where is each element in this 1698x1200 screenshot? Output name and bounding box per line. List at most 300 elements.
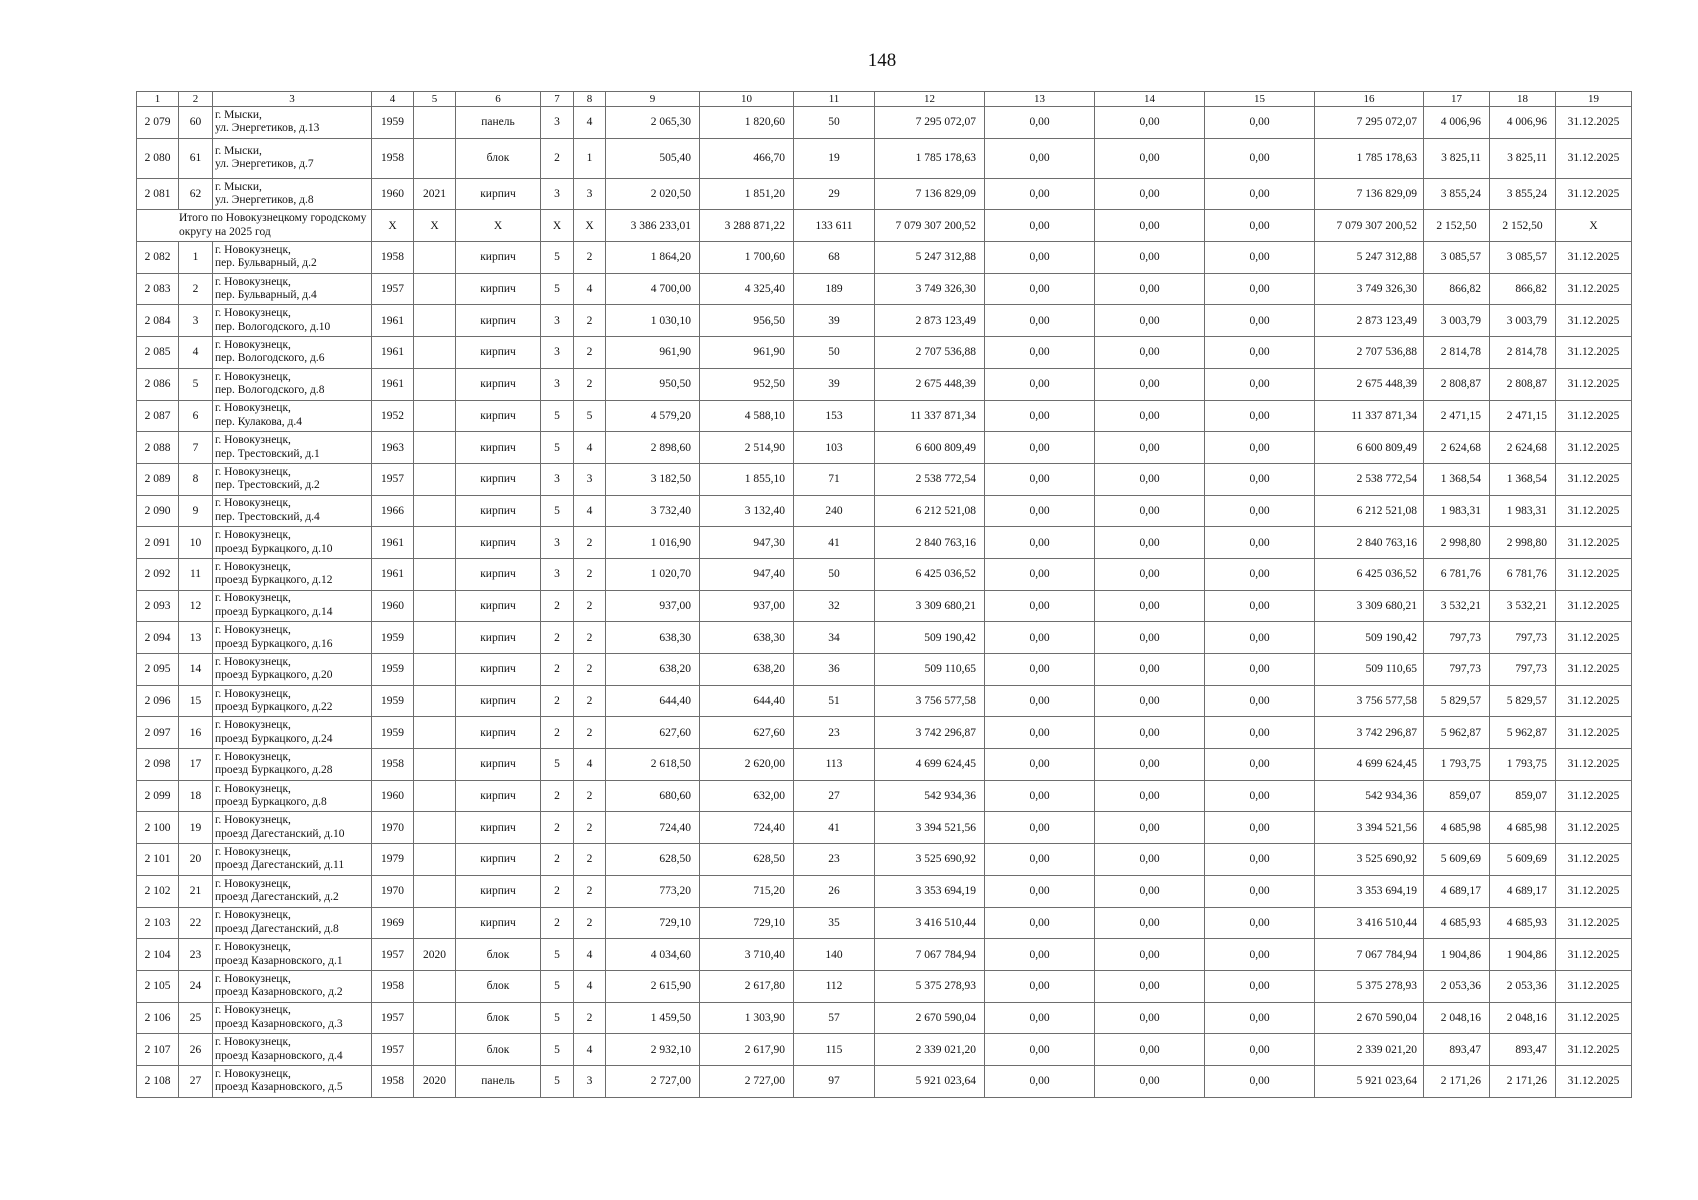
cell-col-14: 0,00 (1095, 558, 1205, 590)
cell-wall-material: кирпич (456, 305, 541, 337)
cell-area-living: 1 820,60 (700, 107, 794, 139)
cell-repair-year: 2020 (414, 939, 456, 971)
cell-local-number: 11 (179, 558, 213, 590)
cell-col-15: 0,00 (1205, 305, 1315, 337)
cell-year-built: 1959 (372, 685, 414, 717)
cell-repair-year (414, 907, 456, 939)
cell-area-living: 632,00 (700, 780, 794, 812)
cell-entrances: 2 (574, 875, 606, 907)
cell-col-16: 3 394 521,56 (1315, 812, 1424, 844)
cell-col-13: 0,00 (985, 970, 1095, 1002)
address-street: проезд Буркацкого, д.14 (215, 605, 333, 618)
cell-year-built: 1970 (372, 812, 414, 844)
cell-col-17: 4 689,17 (1424, 875, 1490, 907)
cell-address (213, 812, 372, 844)
cell-col-13: 0,00 (985, 1065, 1095, 1097)
cell-deadline: 31.12.2025 (1556, 812, 1632, 844)
cell-repair-year (414, 622, 456, 654)
cell-area-living: 724,40 (700, 812, 794, 844)
cell-record-id: 2 079 (137, 107, 179, 139)
cell-deadline: 31.12.2025 (1556, 138, 1632, 178)
address-city: г. Новокузнецк, (215, 497, 291, 510)
address-street: проезд Буркацкого, д.24 (215, 732, 333, 745)
table-row (137, 717, 1632, 749)
cell-entrances: 2 (574, 812, 606, 844)
cell-deadline: 31.12.2025 (1556, 527, 1632, 559)
cell-residents: 32 (794, 590, 875, 622)
cell-area-total: 1 016,90 (606, 527, 700, 559)
cell-area-living: 4 325,40 (700, 273, 794, 305)
cell-col-18: 1 904,86 (1490, 939, 1556, 971)
cell-col-15: 0,00 (1205, 875, 1315, 907)
cell-address (213, 717, 372, 749)
cell-area-total: 3 182,50 (606, 463, 700, 495)
cell-repair-year (414, 590, 456, 622)
cell-deadline: 31.12.2025 (1556, 939, 1632, 971)
cell-area-living: 956,50 (700, 305, 794, 337)
cell-col-18: 1 368,54 (1490, 463, 1556, 495)
cell-area-total: 3 732,40 (606, 495, 700, 527)
cell-col-14: 0,00 (1095, 1002, 1205, 1034)
column-number-6: 6 (456, 92, 541, 107)
total-cell-cost: 7 079 307 200,52 (875, 210, 985, 242)
cell-deadline: 31.12.2025 (1556, 178, 1632, 210)
cell-col-17: 2 624,68 (1424, 432, 1490, 464)
cell-local-number: 61 (179, 138, 213, 178)
cell-col-18: 3 855,24 (1490, 178, 1556, 210)
cell-col-17: 4 006,96 (1424, 107, 1490, 139)
column-number-14: 14 (1095, 92, 1205, 107)
cell-repair-year (414, 558, 456, 590)
address-street: проезд Дагестанский, д.8 (215, 922, 339, 935)
cell-col-18: 3 085,57 (1490, 242, 1556, 274)
address-city: г. Новокузнецк, (215, 782, 291, 795)
address-city: г. Новокузнецк, (215, 592, 291, 605)
cell-col-13: 0,00 (985, 590, 1095, 622)
cell-area-total: 961,90 (606, 337, 700, 369)
cell-area-living: 2 514,90 (700, 432, 794, 464)
cell-cost: 1 785 178,63 (875, 138, 985, 178)
cell-col-14: 0,00 (1095, 138, 1205, 178)
total-cell-c4: X (372, 210, 414, 242)
cell-year-built: 1957 (372, 463, 414, 495)
cell-repair-year (414, 242, 456, 274)
cell-repair-year (414, 138, 456, 178)
column-number-16: 16 (1315, 92, 1424, 107)
cell-area-living: 3 132,40 (700, 495, 794, 527)
cell-residents: 113 (794, 749, 875, 781)
address-street: проезд Буркацкого, д.16 (215, 637, 333, 650)
table-row (137, 432, 1632, 464)
address-street: проезд Буркацкого, д.8 (215, 796, 327, 809)
cell-address (213, 368, 372, 400)
cell-floors: 5 (541, 970, 574, 1002)
address-city: г. Новокузнецк, (215, 307, 291, 320)
cell-area-total: 680,60 (606, 780, 700, 812)
address-street: пер. Вологодского, д.8 (215, 384, 325, 397)
cell-deadline: 31.12.2025 (1556, 685, 1632, 717)
cell-deadline: 31.12.2025 (1556, 107, 1632, 139)
cell-repair-year (414, 337, 456, 369)
cell-cost: 3 749 326,30 (875, 273, 985, 305)
cell-col-17: 797,73 (1424, 622, 1490, 654)
cell-entrances: 4 (574, 970, 606, 1002)
cell-repair-year (414, 970, 456, 1002)
table-row (137, 1002, 1632, 1034)
cell-residents: 50 (794, 337, 875, 369)
total-cell-c6: X (456, 210, 541, 242)
cell-year-built: 1960 (372, 590, 414, 622)
cell-address (213, 780, 372, 812)
cell-area-living: 729,10 (700, 907, 794, 939)
total-cell-c17: 2 152,50 (1424, 210, 1490, 242)
cell-address (213, 242, 372, 274)
cell-col-15: 0,00 (1205, 970, 1315, 1002)
cell-col-15: 0,00 (1205, 654, 1315, 686)
cell-area-total: 505,40 (606, 138, 700, 178)
cell-col-13: 0,00 (985, 844, 1095, 876)
cell-cost: 6 425 036,52 (875, 558, 985, 590)
cell-col-17: 2 808,87 (1424, 368, 1490, 400)
column-number-18: 18 (1490, 92, 1556, 107)
column-number-15: 15 (1205, 92, 1315, 107)
cell-col-17: 859,07 (1424, 780, 1490, 812)
cell-repair-year (414, 812, 456, 844)
total-cell-c7: X (541, 210, 574, 242)
cell-residents: 27 (794, 780, 875, 812)
cell-year-built: 1959 (372, 622, 414, 654)
cell-local-number: 23 (179, 939, 213, 971)
address-city: г. Новокузнецк, (215, 465, 291, 478)
cell-col-13: 0,00 (985, 527, 1095, 559)
cell-deadline: 31.12.2025 (1556, 1065, 1632, 1097)
cell-cost: 6 600 809,49 (875, 432, 985, 464)
cell-wall-material: кирпич (456, 590, 541, 622)
address-street: проезд Казарновского, д.5 (215, 1081, 343, 1094)
cell-year-built: 1979 (372, 844, 414, 876)
column-number-19: 19 (1556, 92, 1632, 107)
cell-wall-material: кирпич (456, 527, 541, 559)
cell-residents: 39 (794, 305, 875, 337)
cell-col-14: 0,00 (1095, 907, 1205, 939)
cell-area-living: 2 617,90 (700, 1034, 794, 1066)
address-city: г. Новокузнецк, (215, 370, 291, 383)
cell-record-id: 2 089 (137, 463, 179, 495)
cell-wall-material: блок (456, 138, 541, 178)
cell-area-total: 638,20 (606, 654, 700, 686)
cell-entrances: 4 (574, 749, 606, 781)
cell-record-id: 2 090 (137, 495, 179, 527)
cell-wall-material: кирпич (456, 717, 541, 749)
cell-col-16: 1 785 178,63 (1315, 138, 1424, 178)
cell-col-18: 5 962,87 (1490, 717, 1556, 749)
cell-year-built: 1958 (372, 749, 414, 781)
table-row (137, 463, 1632, 495)
total-cell-c13: 0,00 (985, 210, 1095, 242)
cell-col-16: 3 416 510,44 (1315, 907, 1424, 939)
cell-col-13: 0,00 (985, 780, 1095, 812)
address-city: г. Новокузнецк, (215, 655, 291, 668)
cell-col-13: 0,00 (985, 812, 1095, 844)
cell-residents: 35 (794, 907, 875, 939)
cell-address (213, 654, 372, 686)
cell-entrances: 4 (574, 107, 606, 139)
address-city: г. Новокузнецк, (215, 560, 291, 573)
table-row (137, 654, 1632, 686)
cell-col-13: 0,00 (985, 463, 1095, 495)
cell-deadline: 31.12.2025 (1556, 463, 1632, 495)
cell-address (213, 273, 372, 305)
cell-area-total: 4 700,00 (606, 273, 700, 305)
cell-repair-year (414, 463, 456, 495)
cell-year-built: 1960 (372, 178, 414, 210)
cell-col-17: 4 685,98 (1424, 812, 1490, 844)
cell-col-18: 4 685,93 (1490, 907, 1556, 939)
cell-entrances: 2 (574, 907, 606, 939)
column-number-12: 12 (875, 92, 985, 107)
cell-wall-material: кирпич (456, 463, 541, 495)
cell-col-18: 2 053,36 (1490, 970, 1556, 1002)
cell-wall-material: блок (456, 970, 541, 1002)
cell-col-13: 0,00 (985, 368, 1095, 400)
cell-year-built: 1961 (372, 558, 414, 590)
cell-col-13: 0,00 (985, 242, 1095, 274)
cell-wall-material: кирпич (456, 368, 541, 400)
cell-col-16: 509 110,65 (1315, 654, 1424, 686)
cell-record-id: 2 102 (137, 875, 179, 907)
cell-address (213, 432, 372, 464)
table-row (137, 749, 1632, 781)
cell-cost: 2 675 448,39 (875, 368, 985, 400)
cell-wall-material: кирпич (456, 558, 541, 590)
cell-repair-year (414, 527, 456, 559)
column-number-11: 11 (794, 92, 875, 107)
cell-col-17: 893,47 (1424, 1034, 1490, 1066)
address-street: ул. Энергетиков, д.7 (215, 158, 314, 171)
cell-year-built: 1959 (372, 717, 414, 749)
cell-col-13: 0,00 (985, 907, 1095, 939)
cell-col-13: 0,00 (985, 1002, 1095, 1034)
cell-cost: 6 212 521,08 (875, 495, 985, 527)
cell-residents: 41 (794, 812, 875, 844)
table-row (137, 590, 1632, 622)
cell-floors: 3 (541, 463, 574, 495)
cell-entrances: 3 (574, 178, 606, 210)
cell-record-id: 2 082 (137, 242, 179, 274)
cell-col-17: 3 855,24 (1424, 178, 1490, 210)
cell-record-id: 2 087 (137, 400, 179, 432)
cell-col-14: 0,00 (1095, 844, 1205, 876)
cell-floors: 3 (541, 305, 574, 337)
cell-floors: 2 (541, 590, 574, 622)
cell-col-15: 0,00 (1205, 495, 1315, 527)
cell-year-built: 1957 (372, 1034, 414, 1066)
cell-deadline: 31.12.2025 (1556, 558, 1632, 590)
cell-cost: 3 353 694,19 (875, 875, 985, 907)
cell-wall-material: кирпич (456, 654, 541, 686)
cell-col-17: 2 471,15 (1424, 400, 1490, 432)
cell-record-id: 2 101 (137, 844, 179, 876)
cell-col-17: 3 003,79 (1424, 305, 1490, 337)
table-row (137, 242, 1632, 274)
total-cell-residents: 133 611 (794, 210, 875, 242)
address-city: г. Новокузнецк, (215, 719, 291, 732)
address-street: пер. Трестовский, д.2 (215, 479, 320, 492)
cell-col-15: 0,00 (1205, 907, 1315, 939)
cell-col-16: 3 756 577,58 (1315, 685, 1424, 717)
cell-year-built: 1958 (372, 1065, 414, 1097)
cell-col-18: 866,82 (1490, 273, 1556, 305)
cell-year-built: 1958 (372, 138, 414, 178)
cell-col-17: 5 962,87 (1424, 717, 1490, 749)
cell-cost: 3 525 690,92 (875, 844, 985, 876)
cell-area-living: 1 851,20 (700, 178, 794, 210)
cell-address (213, 622, 372, 654)
cell-col-15: 0,00 (1205, 1002, 1315, 1034)
cell-local-number: 2 (179, 273, 213, 305)
cell-col-13: 0,00 (985, 305, 1095, 337)
cell-col-16: 6 212 521,08 (1315, 495, 1424, 527)
cell-local-number: 5 (179, 368, 213, 400)
cell-col-18: 1 793,75 (1490, 749, 1556, 781)
table-row (137, 812, 1632, 844)
cell-floors: 5 (541, 242, 574, 274)
cell-cost: 2 707 536,88 (875, 337, 985, 369)
cell-col-17: 6 781,76 (1424, 558, 1490, 590)
cell-entrances: 4 (574, 273, 606, 305)
cell-col-16: 2 675 448,39 (1315, 368, 1424, 400)
cell-entrances: 2 (574, 1002, 606, 1034)
column-number-row (137, 92, 1632, 107)
cell-col-17: 1 368,54 (1424, 463, 1490, 495)
cell-repair-year (414, 368, 456, 400)
cell-floors: 5 (541, 1002, 574, 1034)
cell-record-id: 2 083 (137, 273, 179, 305)
cell-entrances: 2 (574, 368, 606, 400)
total-cell-date: X (1556, 210, 1632, 242)
cell-col-15: 0,00 (1205, 527, 1315, 559)
cell-year-built: 1958 (372, 242, 414, 274)
cell-local-number: 62 (179, 178, 213, 210)
cell-record-id: 2 104 (137, 939, 179, 971)
cell-col-17: 2 048,16 (1424, 1002, 1490, 1034)
cell-col-18: 2 814,78 (1490, 337, 1556, 369)
cell-address (213, 590, 372, 622)
cell-col-17: 2 171,26 (1424, 1065, 1490, 1097)
address-city: г. Мыски, (215, 108, 262, 121)
address-city: г. Новокузнецк, (215, 909, 291, 922)
cell-record-id: 2 080 (137, 138, 179, 178)
cell-col-17: 1 983,31 (1424, 495, 1490, 527)
cell-col-14: 0,00 (1095, 749, 1205, 781)
address-city: г. Новокузнецк, (215, 1067, 291, 1080)
cell-col-18: 2 471,15 (1490, 400, 1556, 432)
cell-col-14: 0,00 (1095, 305, 1205, 337)
cell-area-total: 644,40 (606, 685, 700, 717)
cell-repair-year (414, 1002, 456, 1034)
total-row (137, 210, 1632, 242)
total-cell-c8: X (574, 210, 606, 242)
column-number-1: 1 (137, 92, 179, 107)
address-street: проезд Казарновского, д.2 (215, 986, 343, 999)
total-cell-c14: 0,00 (1095, 210, 1205, 242)
cell-area-living: 638,20 (700, 654, 794, 686)
cell-col-15: 0,00 (1205, 107, 1315, 139)
cell-year-built: 1957 (372, 939, 414, 971)
cell-floors: 2 (541, 875, 574, 907)
cell-wall-material: блок (456, 1002, 541, 1034)
cell-address (213, 495, 372, 527)
cell-entrances: 2 (574, 654, 606, 686)
cell-local-number: 60 (179, 107, 213, 139)
cell-col-13: 0,00 (985, 178, 1095, 210)
address-city: г. Новокузнецк, (215, 1004, 291, 1017)
cell-year-built: 1969 (372, 907, 414, 939)
cell-col-13: 0,00 (985, 875, 1095, 907)
cell-entrances: 2 (574, 242, 606, 274)
cell-wall-material: кирпич (456, 875, 541, 907)
cell-wall-material: кирпич (456, 622, 541, 654)
cell-col-16: 2 707 536,88 (1315, 337, 1424, 369)
address-city: г. Новокузнецк, (215, 845, 291, 858)
cell-col-18: 5 829,57 (1490, 685, 1556, 717)
cell-deadline: 31.12.2025 (1556, 242, 1632, 274)
cell-residents: 26 (794, 875, 875, 907)
column-number-7: 7 (541, 92, 574, 107)
cell-local-number: 26 (179, 1034, 213, 1066)
cell-area-total: 950,50 (606, 368, 700, 400)
cell-address (213, 138, 372, 178)
cell-col-15: 0,00 (1205, 812, 1315, 844)
cell-col-15: 0,00 (1205, 432, 1315, 464)
cell-col-13: 0,00 (985, 138, 1095, 178)
cell-local-number: 17 (179, 749, 213, 781)
cell-col-15: 0,00 (1205, 463, 1315, 495)
cell-col-17: 797,73 (1424, 654, 1490, 686)
cell-cost: 5 921 023,64 (875, 1065, 985, 1097)
cell-deadline: 31.12.2025 (1556, 780, 1632, 812)
address-street: проезд Буркацкого, д.10 (215, 542, 333, 555)
cell-col-15: 0,00 (1205, 939, 1315, 971)
cell-deadline: 31.12.2025 (1556, 1002, 1632, 1034)
cell-local-number: 12 (179, 590, 213, 622)
cell-col-15: 0,00 (1205, 242, 1315, 274)
cell-entrances: 3 (574, 1065, 606, 1097)
cell-entrances: 2 (574, 527, 606, 559)
address-street: проезд Дагестанский, д.2 (215, 891, 339, 904)
cell-address (213, 558, 372, 590)
address-city: г. Новокузнецк, (215, 275, 291, 288)
total-cell-area-living: 3 288 871,22 (700, 210, 794, 242)
cell-local-number: 8 (179, 463, 213, 495)
address-city: г. Новокузнецк, (215, 941, 291, 954)
cell-deadline: 31.12.2025 (1556, 970, 1632, 1002)
cell-col-15: 0,00 (1205, 780, 1315, 812)
cell-col-14: 0,00 (1095, 780, 1205, 812)
cell-col-18: 2 048,16 (1490, 1002, 1556, 1034)
cell-cost: 7 136 829,09 (875, 178, 985, 210)
cell-residents: 153 (794, 400, 875, 432)
cell-area-living: 947,40 (700, 558, 794, 590)
cell-col-16: 2 670 590,04 (1315, 1002, 1424, 1034)
table-row (137, 1034, 1632, 1066)
cell-residents: 34 (794, 622, 875, 654)
cell-residents: 23 (794, 717, 875, 749)
column-number-4: 4 (372, 92, 414, 107)
cell-entrances: 2 (574, 590, 606, 622)
cell-col-16: 5 375 278,93 (1315, 970, 1424, 1002)
table-row (137, 273, 1632, 305)
